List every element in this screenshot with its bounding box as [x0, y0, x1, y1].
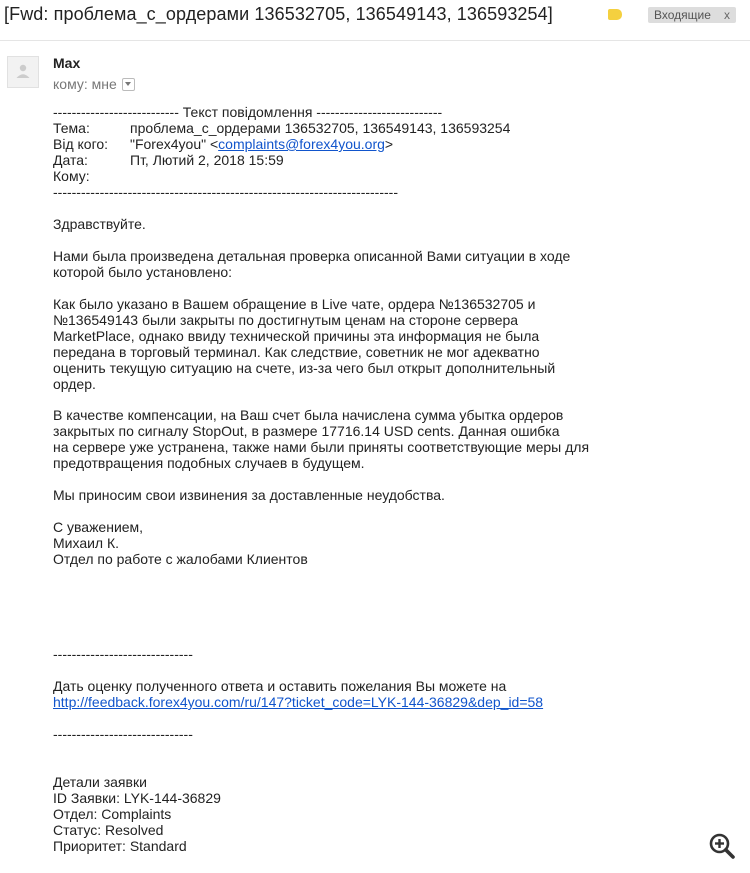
forward-from-end: > [384, 136, 394, 152]
ticket-status: Статус: Resolved [53, 822, 164, 838]
label-tag-icon[interactable] [608, 9, 622, 20]
forward-from-email-link[interactable]: complaints@forex4you.org [218, 136, 385, 152]
body-line: предотвращения подобных случаев в будущем. [53, 455, 365, 471]
body-line: Мы приносим свои извинения за доставленные неудобства. [53, 487, 445, 503]
inbox-label-text: Входящие [654, 8, 711, 22]
inbox-label-chip[interactable] [648, 7, 736, 23]
email-subject: [Fwd: проблема_с_ордерами 136532705, 136549143, 136593254] [4, 4, 553, 24]
sender-avatar[interactable] [7, 56, 39, 88]
forward-from-label: Від кого: [53, 136, 109, 152]
body-line: Нами была произведена детальная проверка описанной Вами ситуации в ходе [53, 248, 571, 264]
body-line: MarketPlace, однако ввиду технической причины эта информация не была [53, 328, 540, 344]
forward-separator-open: --------------------------- Текст повідомлення --------------------------- [53, 104, 443, 120]
chevron-down-icon[interactable] [122, 78, 135, 91]
forward-from-value [130, 136, 393, 152]
ticket-priority: Приоритет: Standard [53, 838, 187, 854]
forward-date-value: Пт, Лютий 2, 2018 15:59 [130, 152, 284, 168]
forward-subject-label: Тема: [53, 120, 90, 136]
forward-separator-close: -------------------------------------------------------------------------- [53, 184, 398, 200]
remove-label-button[interactable]: x [724, 8, 730, 22]
body-line: Как было указано в Вашем обращение в Live чате, ордера №136532705 и [53, 296, 536, 312]
body-line: Здравствуйте. [53, 216, 146, 232]
signature-line: Отдел по работе с жалобами Клиентов [53, 551, 308, 567]
forward-subject-value: проблема_с_ордерами 136532705, 136549143, 136593254 [130, 120, 511, 136]
body-line: которой было установлено: [53, 264, 233, 280]
feedback-link[interactable]: http://feedback.forex4you.com/ru/147?ticket_code=LYK-144-36829&dep_id=58 [53, 694, 544, 710]
recipient-text: кому: мне [53, 76, 117, 92]
zoom-in-icon[interactable] [708, 832, 736, 860]
default-avatar-icon [8, 57, 38, 87]
ticket-id: ID Заявки: LYK-144-36829 [53, 790, 221, 806]
subject-bar [0, 0, 750, 32]
recipient-line [53, 76, 135, 92]
body-line: на сервере уже устранена, также нами были приняты соответствующие меры для [53, 439, 590, 455]
footer-separator: ------------------------------ [53, 646, 193, 662]
body-line: закрытых по сигналу StopOut, в размере 17716.14 USD cents. Данная ошибка [53, 423, 560, 439]
sender-name[interactable]: Max [53, 55, 81, 71]
forward-date-label: Дата: [53, 152, 88, 168]
body-line: оценить текущую ситуацию на счете, из-за чего был открыт дополнительный [53, 360, 556, 376]
forward-from-name: "Forex4you" < [130, 136, 219, 152]
feedback-text: Дать оценку полученного ответа и оставить пожелания Вы можете на [53, 678, 507, 694]
body-line: В качестве компенсации, на Ваш счет была начислена сумма убытка ордеров [53, 407, 564, 423]
ticket-details-title: Детали заявки [53, 774, 147, 790]
feedback-link-row [53, 694, 543, 710]
body-line: ордер. [53, 376, 96, 392]
signature-line: С уважением, [53, 519, 144, 535]
ticket-department: Отдел: Complaints [53, 806, 172, 822]
signature-line: Михаил К. [53, 535, 120, 551]
footer-separator-2: ------------------------------ [53, 726, 193, 742]
forward-to-label: Кому: [53, 168, 90, 184]
body-line: передана в торговый терминал. Как следствие, советник не мог адекватно [53, 344, 540, 360]
body-line: №136549143 были закрыты по достигнутым ценам на стороне сервера [53, 312, 519, 328]
header-divider [0, 40, 750, 41]
